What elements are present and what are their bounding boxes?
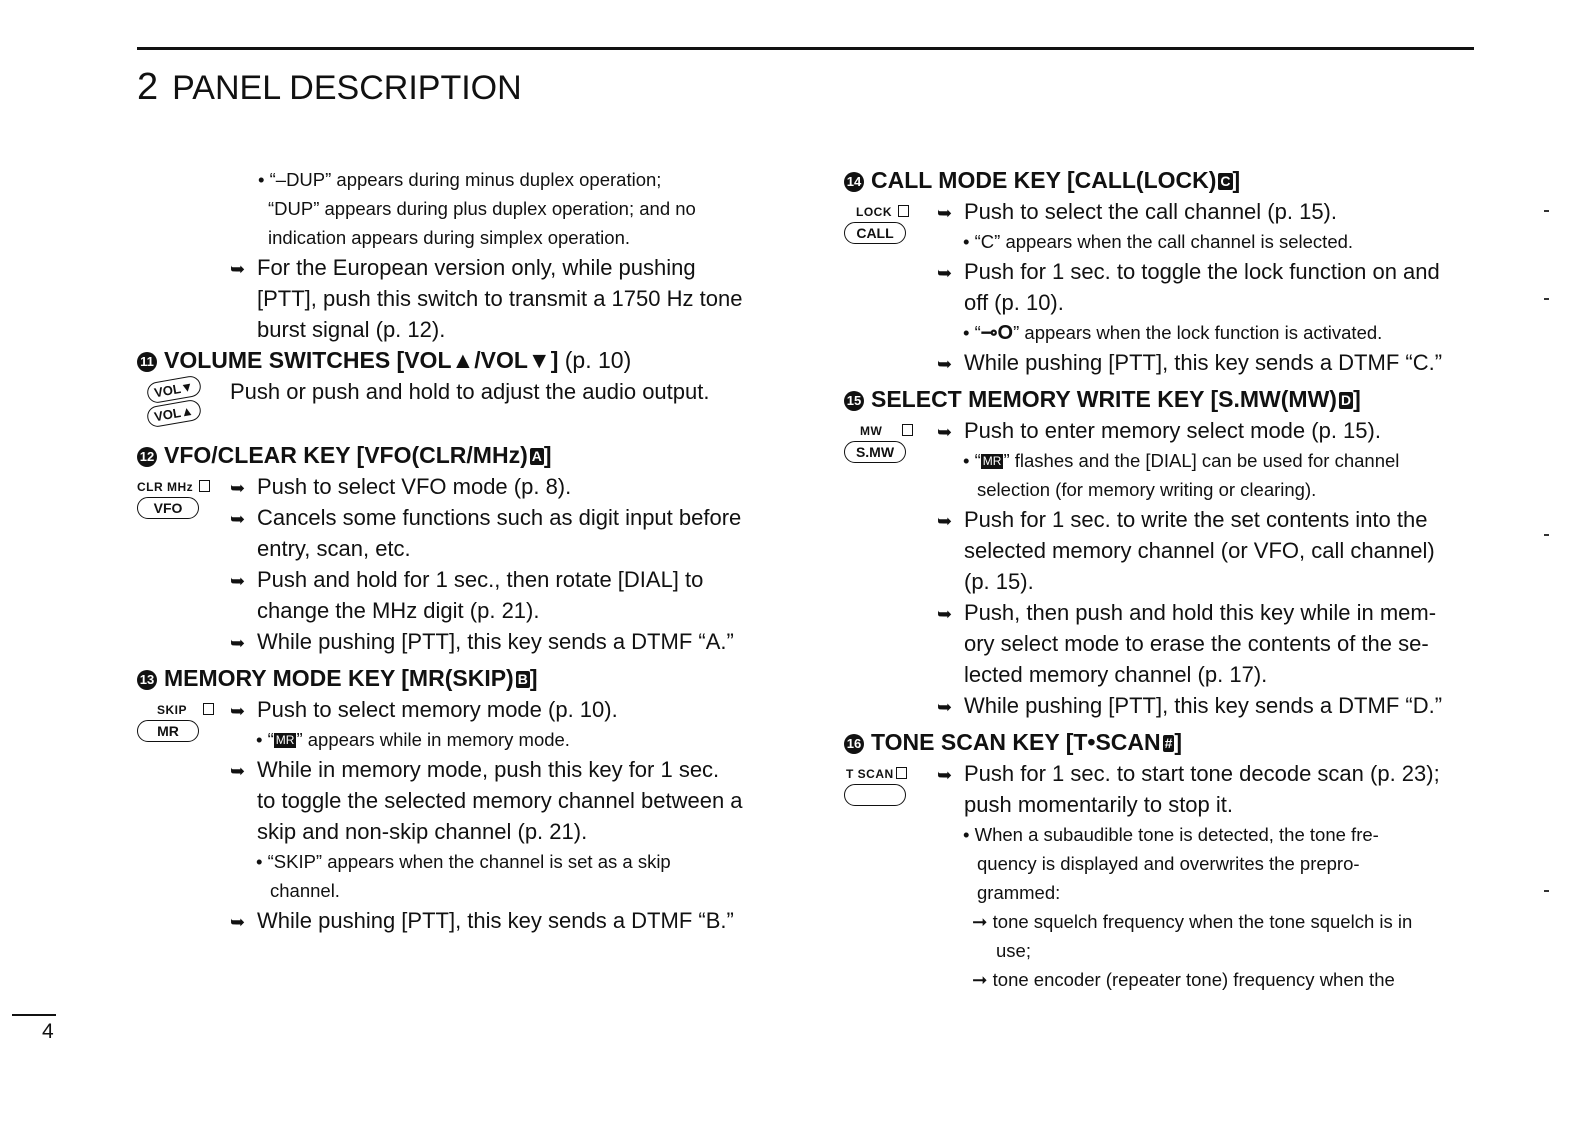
section-title: MEMORY MODE KEY [MR(SKIP) [164, 665, 514, 691]
body-subnote: • When a subaudible tone is detected, the tone fre- [963, 824, 1379, 845]
chapter-heading [137, 66, 522, 109]
body-subnote [937, 446, 1484, 475]
dash-item [937, 965, 1484, 994]
body-subnote: • “C” appears when the call channel is selected. [963, 231, 1354, 252]
key-label [844, 203, 937, 221]
body-text: While pushing [PTT], this key sends a DTMF “C.” [964, 350, 1443, 375]
body-text: While pushing [PTT], this key sends a DTMF “A.” [257, 629, 734, 654]
section-16-heading [844, 727, 1484, 758]
sub-text: tone encoder (repeater tone) frequency when the [992, 969, 1395, 990]
bracket: ] [543, 442, 552, 468]
sub-text: tone squelch frequency when the tone squelch is in [992, 911, 1413, 932]
section-13-body [137, 694, 777, 936]
arrow-icon: ➥ [230, 701, 246, 721]
key-c-icon: C [1220, 173, 1231, 189]
body-text: push momentarily to stop it. [964, 792, 1234, 817]
arrow-icon: ➥ [937, 354, 953, 374]
mr-display-icon: MR [275, 733, 295, 747]
body-text: Push to select VFO mode (p. 8). [257, 474, 572, 499]
key-label-text: MW [860, 424, 883, 438]
margin-tick [1544, 890, 1549, 892]
margin-tick [1544, 298, 1549, 300]
body-text: change the MHz digit (p. 21). [257, 598, 540, 623]
dup-note-line: • “–DUP” appears during minus duplex operation; [258, 169, 662, 190]
page-number: 4 [42, 1020, 54, 1043]
body-text: lected memory channel (p. 17). [964, 662, 1268, 687]
dash-item [937, 907, 1484, 936]
body-text: Push to select the call channel (p. 15). [964, 199, 1337, 224]
body-text: to toggle the selected memory channel between a [257, 788, 743, 813]
arrow-icon: ➥ [230, 912, 246, 932]
arrow-icon: ➥ [937, 765, 953, 785]
key-label-text: SKIP [157, 703, 188, 717]
arrow-icon: ➥ [937, 511, 953, 531]
arrow-icon: ➥ [230, 571, 246, 591]
chapter-number: 2 [137, 66, 159, 108]
number-badge: 12 [137, 447, 157, 467]
key-label-text: LOCK [856, 205, 892, 219]
margin-tick [1544, 210, 1549, 212]
section-title: VOLUME SWITCHES [VOL▲/VOL▼] [164, 347, 559, 373]
body-text: [PTT], push this switch to transmit a 1750 Hz tone [257, 286, 743, 311]
section-12-heading [137, 440, 777, 471]
key-label [137, 701, 230, 719]
section-title: VFO/CLEAR KEY [VFO(CLR/MHz) [164, 442, 528, 468]
body-text: Push, then push and hold this key while in mem- [964, 600, 1437, 625]
section-11-heading [137, 345, 777, 376]
body-text: (p. 15). [964, 569, 1034, 594]
left-column [137, 165, 777, 936]
vol-up-key-icon: VOL▲ [146, 399, 202, 429]
arrow-icon: ➥ [937, 203, 953, 223]
key-d-icon: D [1340, 392, 1352, 408]
dup-note-line: indication appears during simplex operation. [268, 227, 630, 248]
key-label-text: CLR MHz [137, 480, 194, 494]
section-title: CALL MODE KEY [CALL(LOCK) [871, 167, 1217, 193]
dash-arrow-icon: ➞ [972, 969, 988, 990]
small-key-icon [203, 703, 214, 715]
number-badge: 16 [844, 734, 864, 754]
page-ref: (p. 10) [564, 347, 632, 373]
body-subnote [230, 725, 777, 754]
sub-text: ” flashes and the [DIAL] can be used for channel [1003, 450, 1400, 471]
bracket: ] [1353, 386, 1361, 412]
lock-key-icon: ⊸O [980, 322, 1014, 344]
body-text: Cancels some functions such as digit input before [257, 505, 742, 530]
body-subnote: channel. [270, 880, 340, 901]
body-text: While in memory mode, push this key for 1 sec. [257, 757, 720, 782]
key-label [844, 422, 937, 440]
body-text: ory select mode to erase the contents of the se- [964, 631, 1429, 656]
body-text: Push to enter memory select mode (p. 15). [964, 418, 1381, 443]
small-key-icon [898, 205, 909, 217]
key-b-icon: B [517, 671, 528, 687]
body-text: selected memory channel (or VFO, call channel) [964, 538, 1435, 563]
smw-key-icon: S.MW [844, 441, 906, 463]
sub-text: • “ [963, 322, 981, 343]
vol-down-key-icon: VOL▼ [146, 375, 202, 405]
section-14-heading [844, 165, 1484, 196]
body-text: burst signal (p. 12). [257, 317, 446, 342]
body-text: skip and non-skip channel (p. 21). [257, 819, 588, 844]
right-column [844, 165, 1484, 994]
bracket: ] [1232, 167, 1241, 193]
sub-text: • “ [256, 729, 274, 750]
header-rule [137, 47, 1474, 50]
margin-tick [1544, 534, 1549, 536]
number-badge: 13 [137, 670, 157, 690]
number-badge: 11 [137, 352, 157, 372]
number-badge: 15 [844, 391, 864, 411]
mr-display-icon: MR [982, 454, 1002, 468]
small-key-icon [902, 424, 913, 436]
key-label [844, 765, 937, 783]
body-subnote: grammed: [977, 882, 1061, 903]
arrow-icon: ➥ [230, 509, 246, 529]
key-a-icon: A [531, 448, 542, 464]
small-key-icon [896, 767, 907, 779]
number-badge: 14 [844, 172, 864, 192]
arrow-icon: ➥ [230, 478, 246, 498]
body-text: While pushing [PTT], this key sends a DTMF “B.” [257, 908, 734, 933]
bracket: ] [529, 665, 538, 691]
body-text: For the European version only, while pushing [257, 255, 696, 280]
section-14-body [844, 196, 1484, 378]
section-11-body [137, 376, 777, 424]
arrow-icon: ➥ [230, 633, 246, 653]
dup-continuation [137, 165, 777, 345]
arrow-icon: ➥ [937, 263, 953, 283]
dash-item: use; [996, 940, 1031, 961]
dash-arrow-icon: ➞ [972, 911, 988, 932]
sub-text: • “ [963, 450, 981, 471]
section-15-body [844, 415, 1484, 721]
mr-key-icon: MR [137, 720, 199, 742]
section-15-heading [844, 384, 1484, 415]
key-label-text: T SCAN [846, 767, 894, 781]
body-subnote [937, 318, 1484, 347]
vfo-key-icon: VFO [137, 497, 199, 519]
arrow-icon: ➥ [937, 422, 953, 442]
call-key-icon: CALL [844, 222, 906, 244]
key-hash-icon: # [1164, 735, 1173, 751]
tscan-key-icon [844, 784, 906, 806]
body-text: Push to select memory mode (p. 10). [257, 697, 618, 722]
section-12-body [137, 471, 777, 657]
arrow-icon: ➥ [230, 761, 246, 781]
arrow-icon: ➥ [230, 259, 246, 279]
body-text: While pushing [PTT], this key sends a DTMF “D.” [964, 693, 1443, 718]
dup-note-line: “DUP” appears during plus duplex operation; and no [268, 198, 696, 219]
body-text: Push for 1 sec. to write the set contents into the [964, 507, 1428, 532]
body-subnote: quency is displayed and overwrites the prepro- [977, 853, 1360, 874]
section-13-heading [137, 663, 777, 694]
arrow-icon: ➥ [937, 697, 953, 717]
key-label [137, 478, 230, 496]
body-subnote: selection (for memory writing or clearing). [977, 479, 1317, 500]
body-text: Push and hold for 1 sec., then rotate [DIAL] to [257, 567, 704, 592]
body-text: Push or push and hold to adjust the audio output. [230, 379, 710, 404]
bracket: ] [1174, 729, 1183, 755]
body-text: entry, scan, etc. [257, 536, 411, 561]
body-subnote: • “SKIP” appears when the channel is set as a skip [256, 851, 671, 872]
arrow-icon: ➥ [937, 604, 953, 624]
page-number-rule [12, 1014, 56, 1016]
body-text: Push for 1 sec. to toggle the lock function on and [964, 259, 1440, 284]
sub-text: ” appears when the lock function is activated. [1013, 322, 1383, 343]
sub-text: ” appears while in memory mode. [296, 729, 570, 750]
chapter-title: PANEL DESCRIPTION [172, 69, 522, 107]
body-text: off (p. 10). [964, 290, 1064, 315]
section-title: TONE SCAN KEY [T•SCAN [871, 729, 1161, 755]
section-16-body [844, 758, 1484, 994]
body-text: Push for 1 sec. to start tone decode scan (p. 23); [964, 761, 1440, 786]
section-title: SELECT MEMORY WRITE KEY [S.MW(MW) [871, 386, 1337, 412]
small-key-icon [199, 480, 210, 492]
